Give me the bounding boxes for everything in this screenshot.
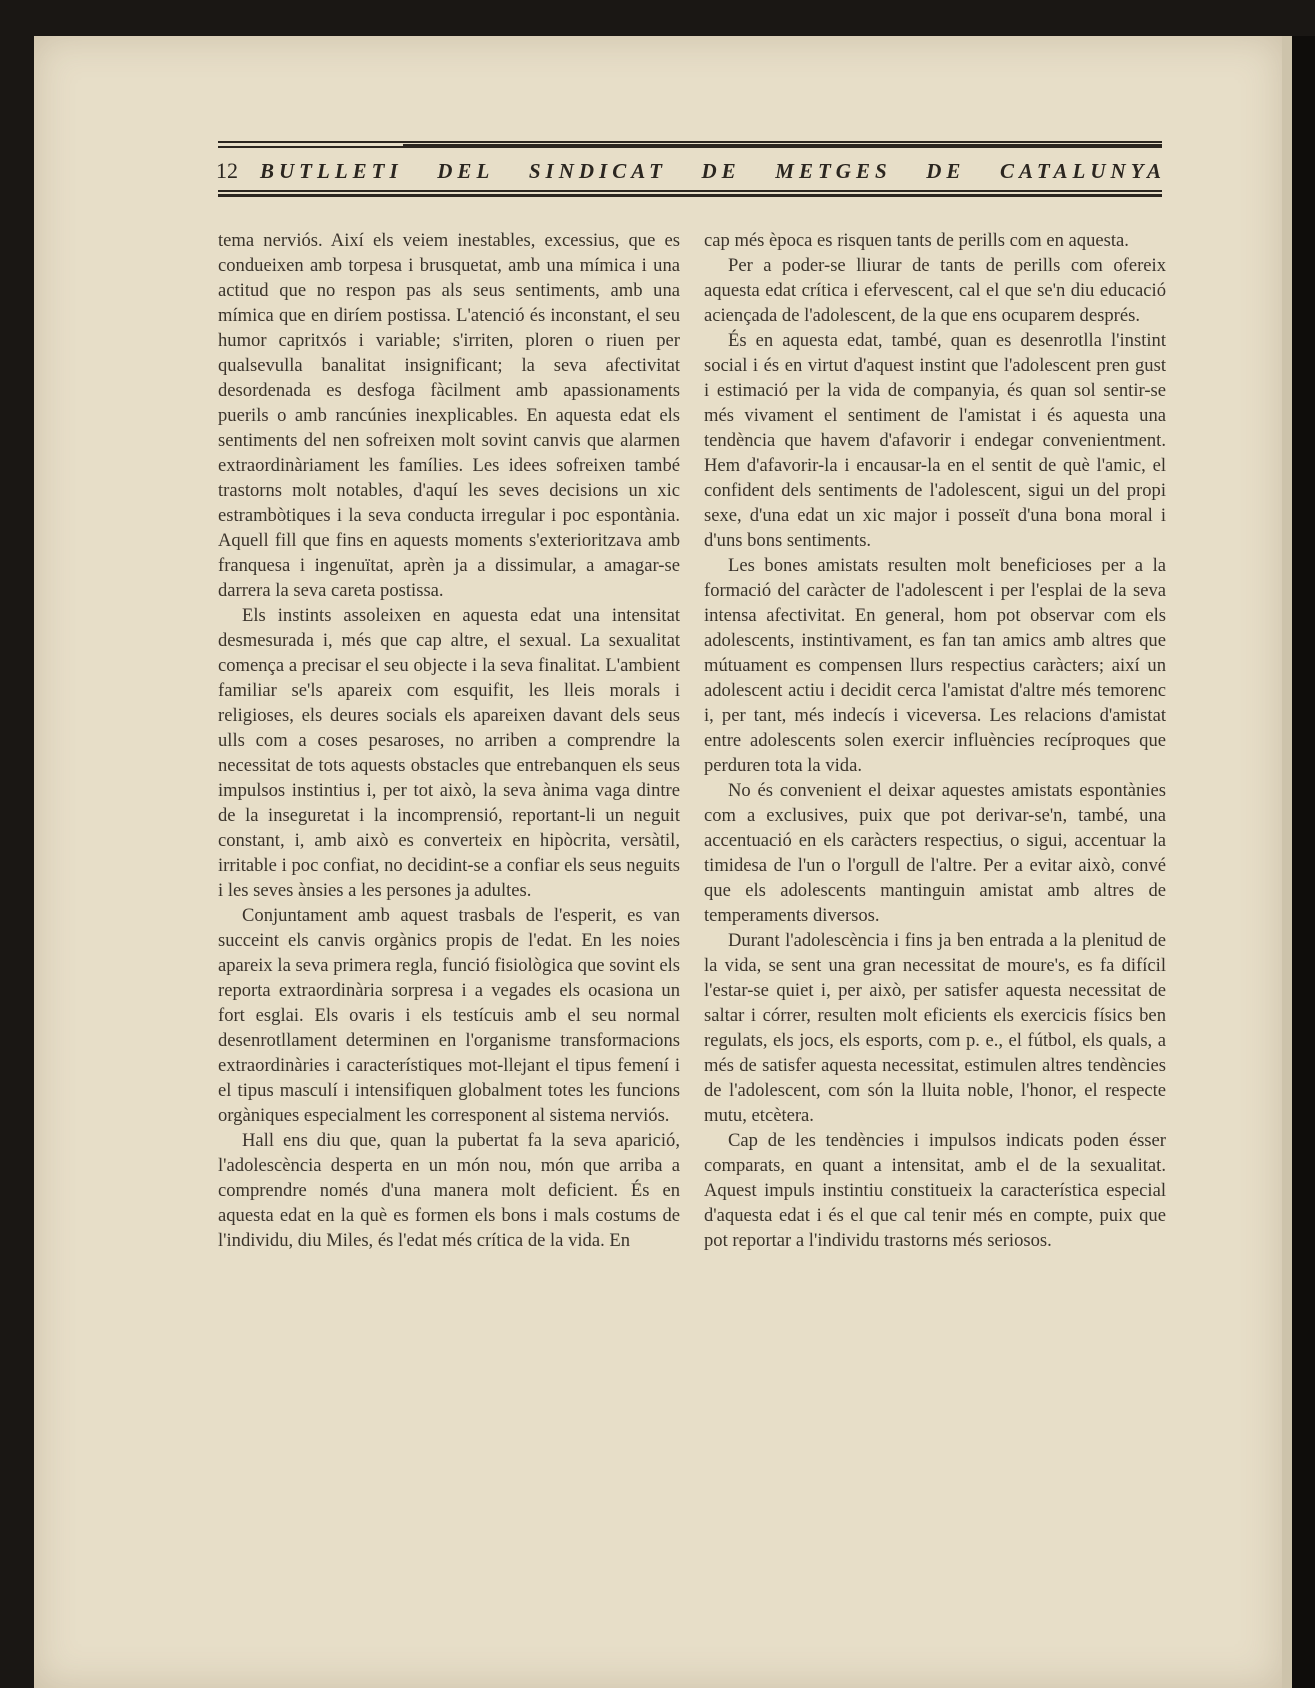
title-word: DEL <box>437 158 495 183</box>
paragraph: No és convenient el deixar aquestes amistats espontànies com a exclusives, puix que pot derivar-se'n, també, una accentuació en els caràcters respectius, o sigui, accentuar la timidesa de l'un o l'orgull de l'altre. Per a evitar això, convé que els adolescents mantinguin amistat amb altres de temperaments diversos. <box>704 780 1166 926</box>
title-word: SINDICAT <box>528 158 667 183</box>
paragraph: cap més època es risquen tants de perills com en aquesta. <box>704 230 1129 251</box>
paragraph: Hall ens diu que, quan la pubertat fa la seva aparició, l'adolescència desperta en un món nou, món que arriba a comprendre només d'una manera molt deficient. És en aquesta edat en la què es formen els bons i mals costums de l'individu, diu Miles, és l'edat més crítica de la vida. En <box>218 1130 680 1251</box>
left-column <box>218 228 680 1253</box>
journal-title <box>260 159 1166 184</box>
title-word: METGES <box>775 158 892 183</box>
paragraph: Els instints assoleixen en aquesta edat una intensitat desmesurada i, més que cap altre, el sexual. La sexualitat comença a precisar el seu objecte i la seva finalitat. L'ambient familiar se'ls apareix com esquifit, les lleis morals i religioses, els deures socials els apareixen davant dels seus ulls com a coses pesaroses, no arriben a comprendre la necessitat de tots aquests obstacles que entrebanquen els seus impulsos instintius i, per tot això, la seva ànima vaga dintre de la inseguretat i la incomprensió, reportant-li un neguit constant, i, amb això es converteix en hipòcrita, versàtil, irritable i poc confiat, no decidint-se a confiar els seus neguits i les seves ànsies a les persones ja adultes. <box>218 605 680 901</box>
paragraph: Les bones amistats resulten molt beneficioses per a la formació del caràcter de l'adolescent i per l'esplai de la seva intensa afectivitat. En general, hom pot observar com els adolescents, instintivament, es fan tan amics amb altres que mútuament es compensen llurs respectius caràcters; així un adolescent actiu i decidit cerca l'amistat d'altre més temorenc i, per tant, més indecís i viceversa. Les relacions d'amistat entre adolescents solen exercir influències recíproques que perduren tota la vida. <box>704 555 1166 776</box>
right-column <box>704 228 1166 1253</box>
running-header <box>216 156 1166 186</box>
paragraph: Cap de les tendències i impulsos indicats poden ésser comparats, en quant a intensitat, amb el de la sexualitat. Aquest impuls instintiu constitueix la característica especial d'aquesta edat i és el que cal tenir més en compte, puix que pot reportar a l'individu trastorns més seriosos. <box>704 1130 1166 1251</box>
page-number: 12 <box>216 158 238 183</box>
paragraph: Durant l'adolescència i fins ja ben entrada a la plenitud de la vida, se sent una gran necessitat de moure's, es fa difícil l'estar-se quiet i, per això, per satisfer aquesta necessitat de saltar i córrer, resulten molt eficients els exercicis físics ben regulats, els jocs, els esports, com p. e., el fútbol, els quals, a més de satisfer aquesta necessitat, estimulen altres tendències de l'adolescent, com són la lluita noble, l'honor, el respecte mutu, etcètera. <box>704 930 1166 1126</box>
header-rule-bottom-thick <box>218 194 1162 197</box>
title-word: BUTLLETI <box>260 158 403 183</box>
header-rule-top-left <box>218 146 403 148</box>
header-rule-bottom <box>218 190 1162 192</box>
paragraph: tema nerviós. Així els veiem inestables, excessius, que es condueixen amb torpesa i brusquetat, amb una mímica i una actitud que no respon pas als seus sentiments, amb una mímica que en diríem postissa. L'atenció és inconstant, el seu humor capritxós i variable; s'irriten, ploren o riuen per qualsevulla banalitat insignificant; la seva afectivitat desordenada es desfoga fàcilment amb apassionaments puerils o amb rancúnies inexplicables. En aquesta edat els sentiments del nen sofreixen molt sovint canvis que alarmen extraordinàriament les famílies. Les idees sofreixen també trastorns molt notables, d'aquí les seves decisions un xic estrambòtiques i la seva conducta irregular i poc espontània. Aquell fill que fins en aquests moments s'exterioritzava amb franquesa i ingenuïtat, aprèn ja a dissimular, a amagar-se darrera la seva careta postissa. <box>218 230 680 601</box>
scan-border <box>1292 36 1315 1688</box>
paragraph: Per a poder-se lliurar de tants de perills com ofereix aquesta edat crítica i efervescent, cal el que se'n diu educació aciençada de l'adolescent, de la que ens ocuparem després. <box>704 255 1166 326</box>
title-word: CATALUNYA <box>1000 158 1166 183</box>
title-word: DE <box>701 158 741 183</box>
page-edge-strip <box>1282 36 1292 1688</box>
paragraph: Conjuntament amb aquest trasbals de l'esperit, es van succeint els canvis orgànics propis de l'edat. En les noies apareix la seva primera regla, funció fisiològica que sovint els reporta extraordinària sorpresa i a vegades els ocasiona un fort esglai. Els ovaris i els testícuis amb el seu normal desenrotllament determinen en l'organisme transformacions extraordinàries i característiques mot-llejant el tipus femení i el tipus masculí i intensifiquen globalment totes les funcions orgàniques especialment les corresponent al sistema nerviós. <box>218 905 680 1126</box>
header-rule-top <box>218 141 1162 143</box>
title-word: DE <box>926 158 966 183</box>
paragraph: És en aquesta edat, també, quan es desenrotlla l'instint social i és en virtut d'aquest instint que l'adolescent pren gust i estimació per la vida de companyia, és quan sol sentir-se més vivament el sentiment de l'amistat i és aquesta una tendència que havem d'afavorir i endegar convenientment. Hem d'afavorir-la i encausar-la en el sentit de què l'amic, el confident dels sentiments de l'adolescent, sigui un del propi sexe, d'una edat un xic major i posseït d'una bona moral i d'uns bons sentiments. <box>704 330 1166 551</box>
header-rule-top-thick <box>403 144 1162 148</box>
